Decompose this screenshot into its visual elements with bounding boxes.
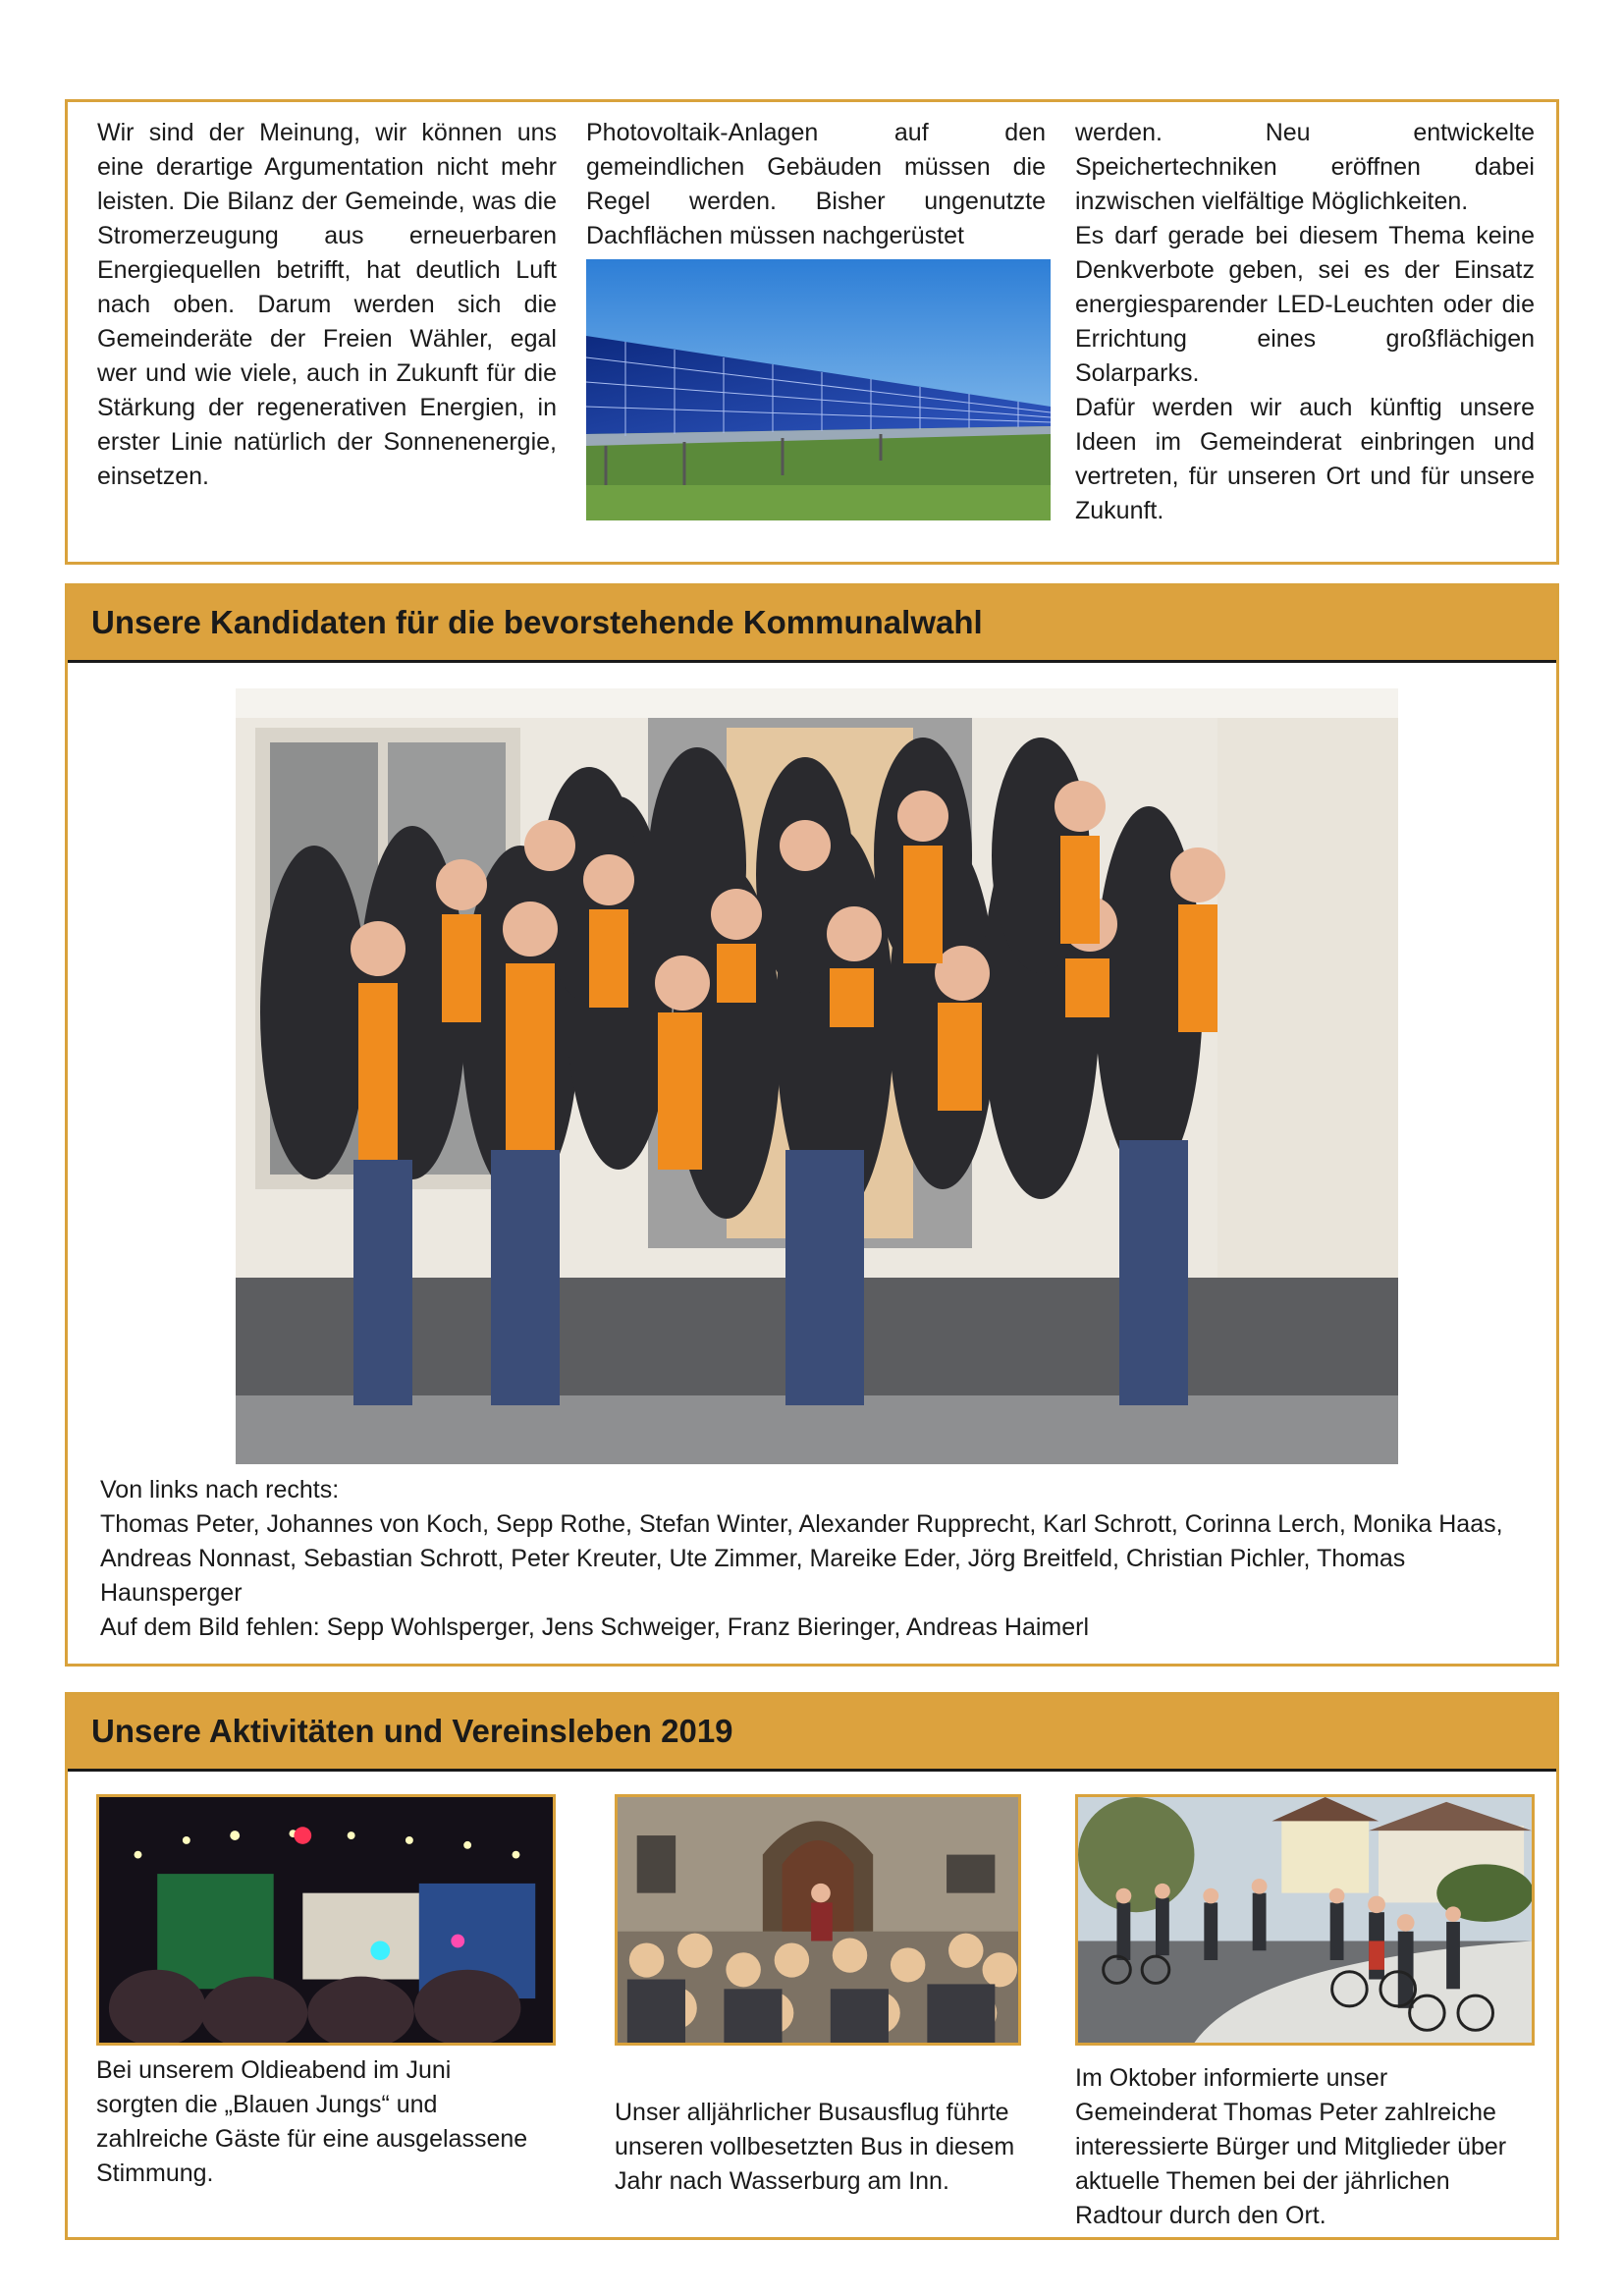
intro-box xyxy=(65,99,1559,565)
busausflug-photo xyxy=(615,1794,1021,2046)
section-title: Unsere Kandidaten für die bevorstehende Kommunalwahl xyxy=(91,604,983,640)
caption-text: Unser alljährlicher Busausflug führte unseren vollbesetzten Bus in diesem Jahr nach Wasserburg am Inn. xyxy=(615,2099,1015,2195)
oldieabend-caption xyxy=(96,2053,528,2191)
intro-column-3 xyxy=(1075,116,1535,528)
intro-paragraph: Dafür werden wir auch künftig unsere Ideen im Gemeinderat einbringen und vertreten, für unseren Ort und für unsere Zukunft. xyxy=(1075,394,1535,524)
caption-missing: Auf dem Bild fehlen: Sepp Wohlsperger, Jens Schweiger, Franz Bieringer, Andreas Haimerl xyxy=(100,1613,1090,1641)
candidates-box xyxy=(65,583,1559,1667)
activities-box xyxy=(65,1692,1559,2240)
radtour-photo xyxy=(1075,1794,1535,2046)
radtour-caption xyxy=(1075,2061,1527,2233)
intro-paragraph: Wir sind der Meinung, wir können uns eine derartige Argumentation nicht mehr leisten. Die Bilanz der Gemeinde, was die Stromerzeugung aus erneuerbaren Energiequellen betrifft, hat deutlich Luft nach oben. Darum werden sich die Gemeinderäte der Freien Wähler, egal wer und wie viele, auch in Zukunft für die Stärkung der regenerativen Energien, in erster Linie natürlich der Sonnenenergie, einsetzen. xyxy=(97,119,557,490)
intro-paragraph: Photovoltaik-Anlagen auf den gemeindlichen Gebäuden müssen die Regel werden. Bisher ungenutzte Dachflächen müssen nachgerüstet xyxy=(586,119,1046,249)
intro-column-1 xyxy=(97,116,557,494)
candidates-group-photo xyxy=(236,688,1398,1464)
section-title: Unsere Aktivitäten und Vereinsleben 2019 xyxy=(91,1713,733,1749)
candidates-caption xyxy=(100,1473,1534,1645)
intro-paragraph: werden. Neu entwickelte Speichertechniken eröffnen dabei inzwischen vielfältige Möglichkeiten. xyxy=(1075,119,1535,215)
oldieabend-photo xyxy=(96,1794,556,2046)
solar-panels-photo xyxy=(586,259,1051,520)
intro-column-2 xyxy=(586,116,1046,253)
caption-text: Im Oktober informierte unser Gemeinderat Thomas Peter zahlreiche interessierte Bürger und Mitglieder über aktuelle Themen bei der jährlichen Radtour durch den Ort. xyxy=(1075,2064,1507,2229)
activities-header xyxy=(68,1695,1556,1772)
busausflug-caption xyxy=(615,2096,1027,2199)
candidates-header xyxy=(68,586,1556,663)
caption-text: Bei unserem Oldieabend im Juni sorgten die „Blauen Jungs“ und zahlreiche Gäste für eine ausgelassene Stimmung. xyxy=(96,2056,528,2187)
intro-paragraph: Es darf gerade bei diesem Thema keine Denkverbote geben, sei es der Einsatz energiesparender LED-Leuchten oder die Errichtung eines großflächigen Solarparks. xyxy=(1075,222,1535,387)
caption-lead: Von links nach rechts: xyxy=(100,1476,340,1503)
caption-names: Thomas Peter, Johannes von Koch, Sepp Rothe, Stefan Winter, Alexander Rupprecht, Karl Schrott, Corinna Lerch, Monika Haas, Andreas Nonnast, Sebastian Schrott, Peter Kreuter, Ute Zimmer, Mareike Eder, Jörg Breitfeld, Christian Pichler, Thomas Haunsperger xyxy=(100,1510,1503,1607)
